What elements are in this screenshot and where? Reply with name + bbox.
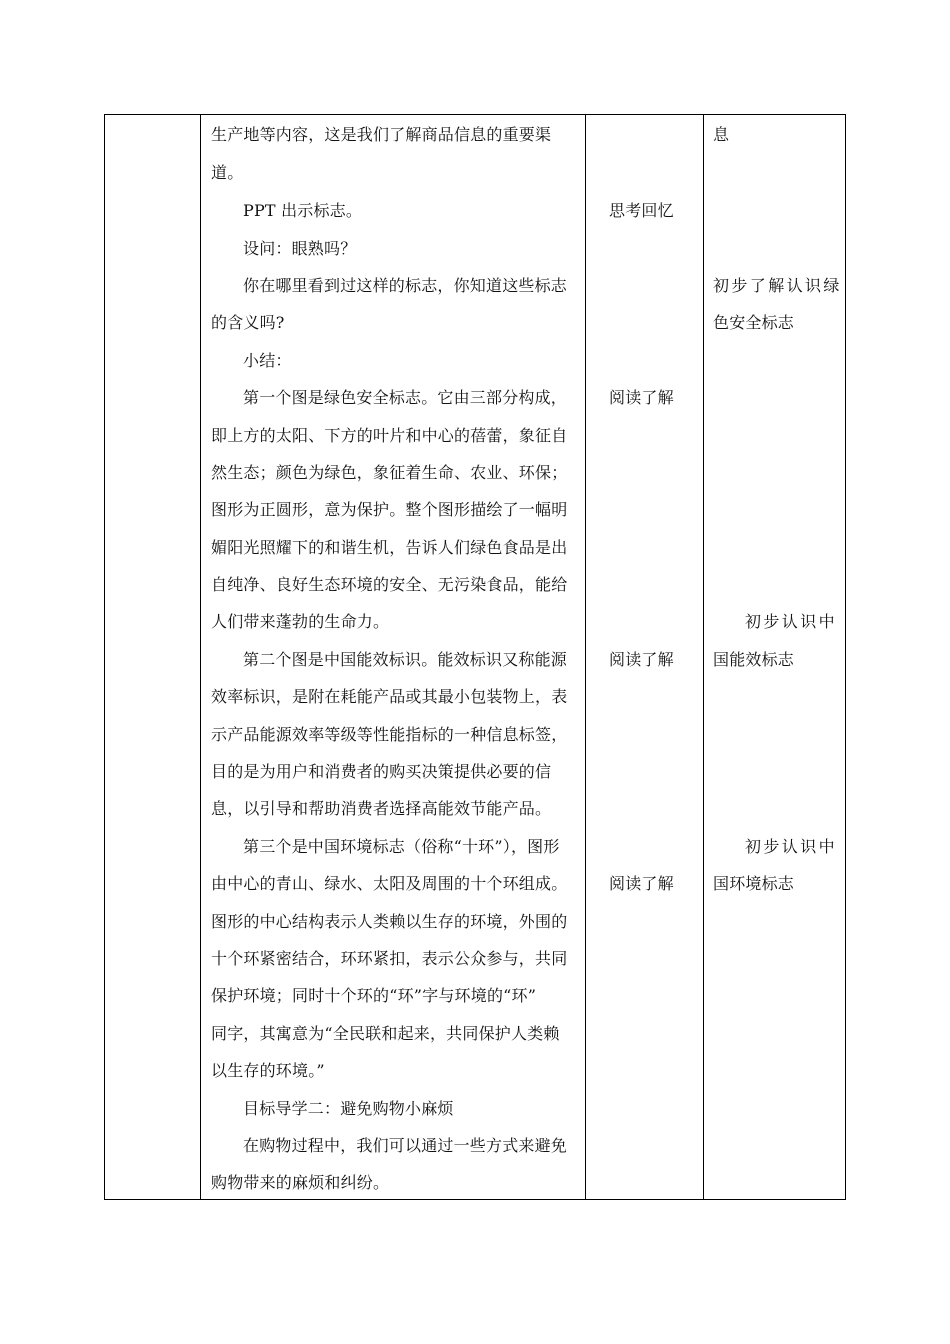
text-line: 你在哪里看到过这样的标志，你知道这些标志 [243,276,568,295]
text-line: 图形为正圆形，意为保护。整个图形描绘了一幅明 [211,500,568,519]
text-line: 人们带来蓬勃的生命力。 [211,612,390,631]
student-activity-text: 阅读了解 [609,874,674,893]
purpose-text: 色安全标志 [713,313,795,332]
text-line: 第二个图是中国能效标识。能效标识又称能源 [243,650,568,669]
text-line: 设问：眼熟吗？ [243,239,357,258]
text-line: 息，以引导和帮助消费者选择高能效节能产品。 [211,799,552,818]
text-line: 第三个是中国环境标志（俗称“十环”），图形 [243,837,560,856]
text-line: 的含义吗? [211,313,285,332]
purpose-text: 国环境标志 [713,874,795,893]
text-line: 即上方的太阳、下方的叶片和中心的蓓蕾，象征自 [211,426,568,445]
text-line: 第一个图是绿色安全标志。它由三部分构成， [243,388,568,407]
text-line: 目的是为用户和消费者的购买决策提供必要的信 [211,762,552,781]
purpose-text: 初步认识中 [745,612,838,631]
text-line: 目标导学二：避免购物小麻烦 [243,1099,454,1118]
text-line: 在购物过程中，我们可以通过一些方式来避免 [243,1136,568,1155]
student-activity-text: 阅读了解 [609,650,674,669]
purpose-text: 国能效标志 [713,650,795,669]
text-line: 道。 [211,163,244,182]
text-line: 媚阳光照耀下的和谐生机，告诉人们绿色食品是出 [211,538,568,557]
design-purpose-cell [703,115,847,1199]
student-activity-text: 阅读了解 [609,388,674,407]
purpose-text: 初步了解认识绿 [713,276,842,295]
text-line: 由中心的青山、绿水、太阳及周围的十个环组成。 [211,874,568,893]
text-line: 自纯净、良好生态环境的安全、无污染食品，能给 [211,575,568,594]
student-activity-text: 思考回忆 [609,201,674,220]
text-line: 十个环紧密结合，环环紧扣，表示公众参与，共同 [211,949,568,968]
student-activity-cell [585,115,703,1199]
text-line: PPT 出示标志。 [243,201,363,220]
text-line: 购物带来的麻烦和纠纷。 [211,1173,390,1192]
text-line: 小结： [243,351,292,370]
lesson-table [104,114,846,1200]
text-line: 效率标识，是附在耗能产品或其最小包装物上，表 [211,687,568,706]
text-line: 生产地等内容，这是我们了解商品信息的重要渠 [211,125,552,144]
text-line: 同字，其寓意为“全民联和起来，共同保护人类赖 [211,1024,560,1043]
text-line: 以生存的环境。” [211,1061,325,1080]
text-line: 图形的中心结构表示人类赖以生存的环境，外围的 [211,912,568,931]
text-line: 然生态；颜色为绿色，象征着生命、农业、环保； [211,463,568,482]
purpose-text: 初步认识中 [745,837,838,856]
text-line: 保护环境；同时十个环的“环”字与环境的“环” [211,986,537,1005]
purpose-text: 息 [713,125,730,144]
text-line: 示产品能源效率等级等性能指标的一种信息标签， [211,725,568,744]
